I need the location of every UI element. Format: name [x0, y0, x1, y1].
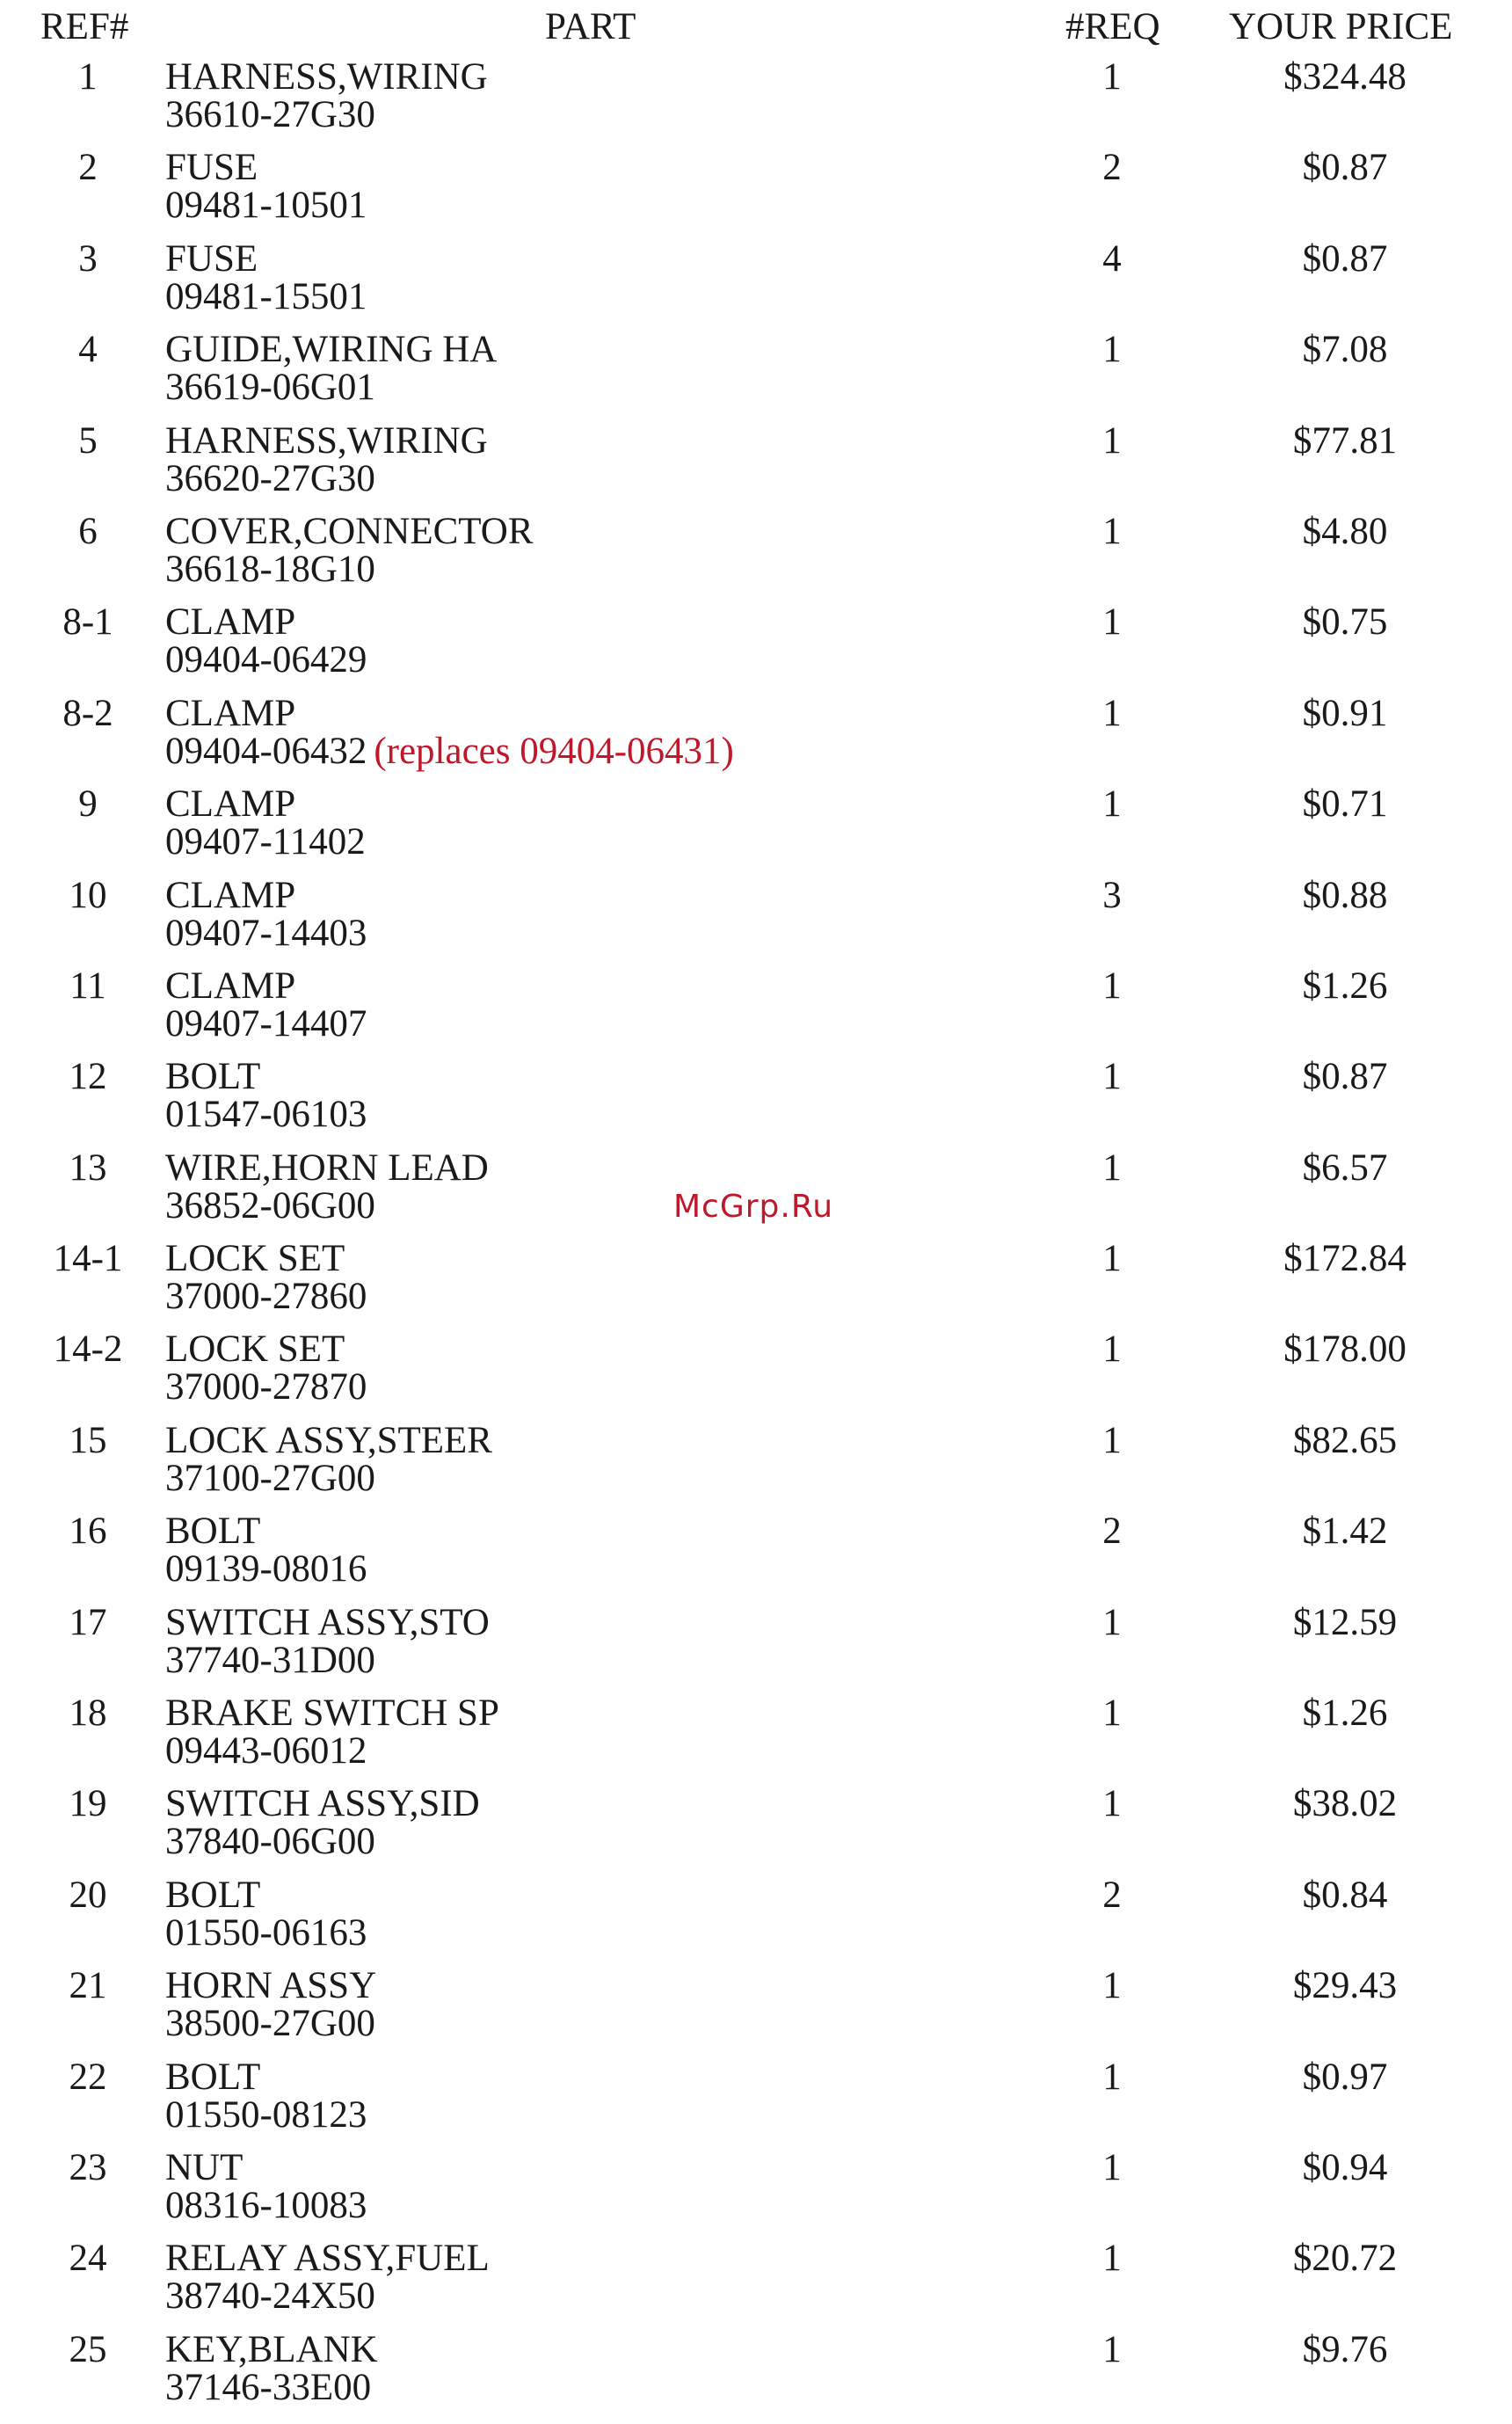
unit-price: $0.91 [1302, 692, 1388, 734]
part-number: 37000-27860 [165, 1276, 367, 1318]
ref-number: 16 [69, 1510, 107, 1553]
part-number-line [165, 186, 367, 226]
ref-number: 21 [69, 1965, 107, 2007]
part-number-line [165, 1822, 375, 1862]
ref-number: 23 [69, 2146, 107, 2188]
part-description: LOCK ASSY,STEER [165, 1419, 492, 1461]
part-description: WIRE,HORN LEAD [165, 1146, 489, 1189]
part-description: FUSE [165, 147, 258, 189]
replacement-note: (replaces 09404-06431) [374, 730, 734, 772]
part-number: 38500-27G00 [165, 2003, 375, 2045]
part-number-line [165, 2368, 371, 2408]
part-number: 09481-10501 [165, 185, 367, 227]
table-row [0, 691, 1512, 782]
table-row [0, 1963, 1512, 2054]
quantity-required: 1 [1102, 329, 1122, 371]
table-row [0, 2145, 1512, 2236]
unit-price: $9.76 [1302, 2328, 1388, 2370]
unit-price: $0.87 [1302, 237, 1388, 280]
quantity-required: 1 [1102, 1783, 1122, 1825]
ref-number: 25 [69, 2328, 107, 2370]
ref-number: 18 [69, 1692, 107, 1735]
ref-number: 9 [78, 783, 98, 826]
part-number-line [165, 1277, 367, 1317]
unit-price: $0.94 [1302, 2146, 1388, 2188]
table-row [0, 2236, 1512, 2326]
part-number-line [165, 1367, 367, 1408]
table-row [0, 1327, 1512, 1417]
part-number: 09443-06012 [165, 1730, 367, 1773]
part-number-line [165, 277, 367, 317]
unit-price: $1.26 [1302, 1692, 1388, 1735]
part-number: 09404-06429 [165, 639, 367, 681]
part-description: KEY,BLANK [165, 2328, 378, 2370]
part-number-line [165, 2004, 375, 2044]
header-req: #REQ [1065, 6, 1160, 47]
table-row [0, 964, 1512, 1054]
part-number-line [165, 822, 366, 863]
part-number: 09481-15501 [165, 275, 367, 317]
unit-price: $0.75 [1302, 601, 1388, 644]
ref-number: 20 [69, 1874, 107, 1916]
part-number: 01550-06163 [165, 1911, 367, 1954]
part-number-line [165, 1641, 375, 1681]
table-row [0, 419, 1512, 509]
part-number-line [165, 2095, 367, 2136]
part-number: 36610-27G30 [165, 94, 375, 135]
table-row [0, 2327, 1512, 2418]
part-number-line [165, 368, 375, 408]
table-header [0, 0, 1512, 55]
header-ref: REF# [40, 6, 129, 47]
ref-number: 3 [78, 237, 98, 280]
part-description: HARNESS,WIRING [165, 419, 488, 462]
quantity-required: 1 [1102, 1965, 1122, 2007]
table-row [0, 2055, 1512, 2145]
table-row [0, 1781, 1512, 1872]
part-number-line [165, 459, 375, 499]
part-number: 08316-10083 [165, 2184, 367, 2226]
ref-number: 2 [78, 147, 98, 189]
unit-price: $0.87 [1302, 1056, 1388, 1098]
ref-number: 1 [78, 56, 98, 98]
unit-price: $12.59 [1292, 1601, 1398, 1643]
table-row [0, 1691, 1512, 1781]
quantity-required: 2 [1102, 1510, 1122, 1553]
quantity-required: 1 [1102, 601, 1122, 644]
part-number: 38740-24X50 [165, 2275, 375, 2318]
table-row [0, 782, 1512, 872]
part-number-line [165, 1004, 367, 1045]
header-price: YOUR PRICE [1229, 6, 1453, 47]
part-description: SWITCH ASSY,SID [165, 1783, 480, 1825]
quantity-required: 1 [1102, 2146, 1122, 2188]
part-description: CLAMP [165, 874, 296, 916]
unit-price: $77.81 [1292, 419, 1398, 462]
unit-price: $38.02 [1292, 1783, 1398, 1825]
unit-price: $29.43 [1292, 1965, 1398, 2007]
table-row [0, 145, 1512, 236]
table-row [0, 1418, 1512, 1509]
quantity-required: 1 [1102, 1692, 1122, 1735]
unit-price: $172.84 [1283, 1238, 1407, 1280]
part-description: CLAMP [165, 783, 296, 826]
parts-table-body [0, 55, 1512, 2418]
table-row [0, 1509, 1512, 1599]
part-description: BOLT [165, 2056, 261, 2098]
unit-price: $6.57 [1302, 1146, 1388, 1189]
ref-number: 19 [69, 1783, 107, 1825]
unit-price: $0.87 [1302, 147, 1388, 189]
part-number: 36620-27G30 [165, 457, 375, 499]
table-row [0, 873, 1512, 964]
part-number: 01550-08123 [165, 2093, 367, 2136]
unit-price: $0.97 [1302, 2056, 1388, 2098]
part-number-line [165, 1549, 367, 1590]
ref-number: 22 [69, 2056, 107, 2098]
quantity-required: 1 [1102, 2328, 1122, 2370]
part-number: 37740-31D00 [165, 1639, 375, 1681]
part-number-line [165, 2186, 367, 2226]
part-number: 09404-06432 [165, 730, 367, 772]
unit-price: $0.88 [1302, 874, 1388, 916]
part-description: LOCK SET [165, 1328, 345, 1371]
unit-price: $1.42 [1302, 1510, 1388, 1553]
quantity-required: 2 [1102, 1874, 1122, 1916]
quantity-required: 1 [1102, 1601, 1122, 1643]
quantity-required: 1 [1102, 692, 1122, 734]
quantity-required: 1 [1102, 1328, 1122, 1371]
ref-number: 17 [69, 1601, 107, 1643]
part-description: BOLT [165, 1874, 261, 1916]
quantity-required: 1 [1102, 2056, 1122, 2098]
table-row [0, 1236, 1512, 1327]
table-row [0, 1600, 1512, 1691]
part-description: CLAMP [165, 692, 296, 734]
part-description: LOCK SET [165, 1238, 345, 1280]
part-description: HARNESS,WIRING [165, 56, 488, 98]
quantity-required: 1 [1102, 783, 1122, 826]
ref-number: 15 [69, 1419, 107, 1461]
part-number-line [165, 1913, 367, 1954]
unit-price: $0.84 [1302, 1874, 1388, 1916]
part-number: 01547-06103 [165, 1094, 367, 1136]
unit-price: $324.48 [1283, 56, 1407, 98]
part-description: HORN ASSY [165, 1965, 377, 2007]
unit-price: $0.71 [1302, 783, 1388, 826]
table-row [0, 237, 1512, 327]
ref-number: 4 [78, 329, 98, 371]
part-description: BOLT [165, 1510, 261, 1553]
part-number: 36852-06G00 [165, 1184, 375, 1227]
part-number-line [165, 2276, 375, 2317]
quantity-required: 1 [1102, 419, 1122, 462]
unit-price: $82.65 [1292, 1419, 1398, 1461]
ref-number: 14-1 [53, 1238, 123, 1280]
header-part: PART [545, 6, 636, 47]
part-number: 09407-11402 [165, 821, 366, 863]
ref-number: 24 [69, 2238, 107, 2280]
watermark-text: McGrp.Ru [673, 1189, 834, 1225]
unit-price: $7.08 [1302, 329, 1388, 371]
part-number-line [165, 732, 734, 772]
quantity-required: 1 [1102, 56, 1122, 98]
part-description: CLAMP [165, 601, 296, 644]
quantity-required: 1 [1102, 1146, 1122, 1189]
part-description: FUSE [165, 237, 258, 280]
part-number: 09139-08016 [165, 1548, 367, 1591]
ref-number: 6 [78, 510, 98, 552]
table-row [0, 509, 1512, 600]
part-description: BOLT [165, 1056, 261, 1098]
quantity-required: 1 [1102, 1419, 1122, 1461]
ref-number: 14-2 [53, 1328, 123, 1371]
part-number: 36619-06G01 [165, 367, 375, 409]
part-number-line [165, 640, 367, 681]
ref-number: 11 [69, 965, 106, 1007]
table-row [0, 1873, 1512, 1963]
quantity-required: 1 [1102, 510, 1122, 552]
quantity-required: 4 [1102, 237, 1122, 280]
quantity-required: 3 [1102, 874, 1122, 916]
quantity-required: 1 [1102, 1056, 1122, 1098]
part-description: SWITCH ASSY,STO [165, 1601, 490, 1643]
part-number-line [165, 914, 367, 954]
ref-number: 13 [69, 1146, 107, 1189]
unit-price: $1.26 [1302, 965, 1388, 1007]
part-description: BRAKE SWITCH SP [165, 1692, 499, 1735]
part-number-line [165, 1095, 367, 1135]
part-number-line [165, 1731, 367, 1772]
part-number: 09407-14403 [165, 912, 367, 954]
part-number-line [165, 1186, 375, 1227]
part-description: RELAY ASSY,FUEL [165, 2238, 490, 2280]
table-row [0, 327, 1512, 418]
quantity-required: 1 [1102, 965, 1122, 1007]
ref-number: 12 [69, 1056, 107, 1098]
part-number: 37100-27G00 [165, 1457, 375, 1499]
ref-number: 8-2 [62, 692, 113, 734]
table-row [0, 1054, 1512, 1145]
table-row [0, 600, 1512, 690]
part-number: 37840-06G00 [165, 1821, 375, 1863]
part-description: GUIDE,WIRING HA [165, 329, 498, 371]
quantity-required: 2 [1102, 147, 1122, 189]
part-number: 37000-27870 [165, 1366, 367, 1409]
part-number: 36618-18G10 [165, 548, 375, 590]
quantity-required: 1 [1102, 2238, 1122, 2280]
part-description: COVER,CONNECTOR [165, 510, 534, 552]
unit-price: $4.80 [1302, 510, 1388, 552]
ref-number: 10 [69, 874, 107, 916]
quantity-required: 1 [1102, 1238, 1122, 1280]
ref-number: 5 [78, 419, 98, 462]
part-number-line [165, 95, 375, 135]
table-row [0, 55, 1512, 145]
unit-price: $20.72 [1292, 2238, 1398, 2280]
part-description: NUT [165, 2146, 244, 2188]
part-description: CLAMP [165, 965, 296, 1007]
part-number-line [165, 1459, 375, 1499]
part-number: 37146-33E00 [165, 2366, 372, 2408]
part-number-line [165, 550, 375, 590]
ref-number: 8-1 [62, 601, 113, 644]
part-number: 09407-14407 [165, 1002, 367, 1045]
unit-price: $178.00 [1283, 1328, 1407, 1371]
